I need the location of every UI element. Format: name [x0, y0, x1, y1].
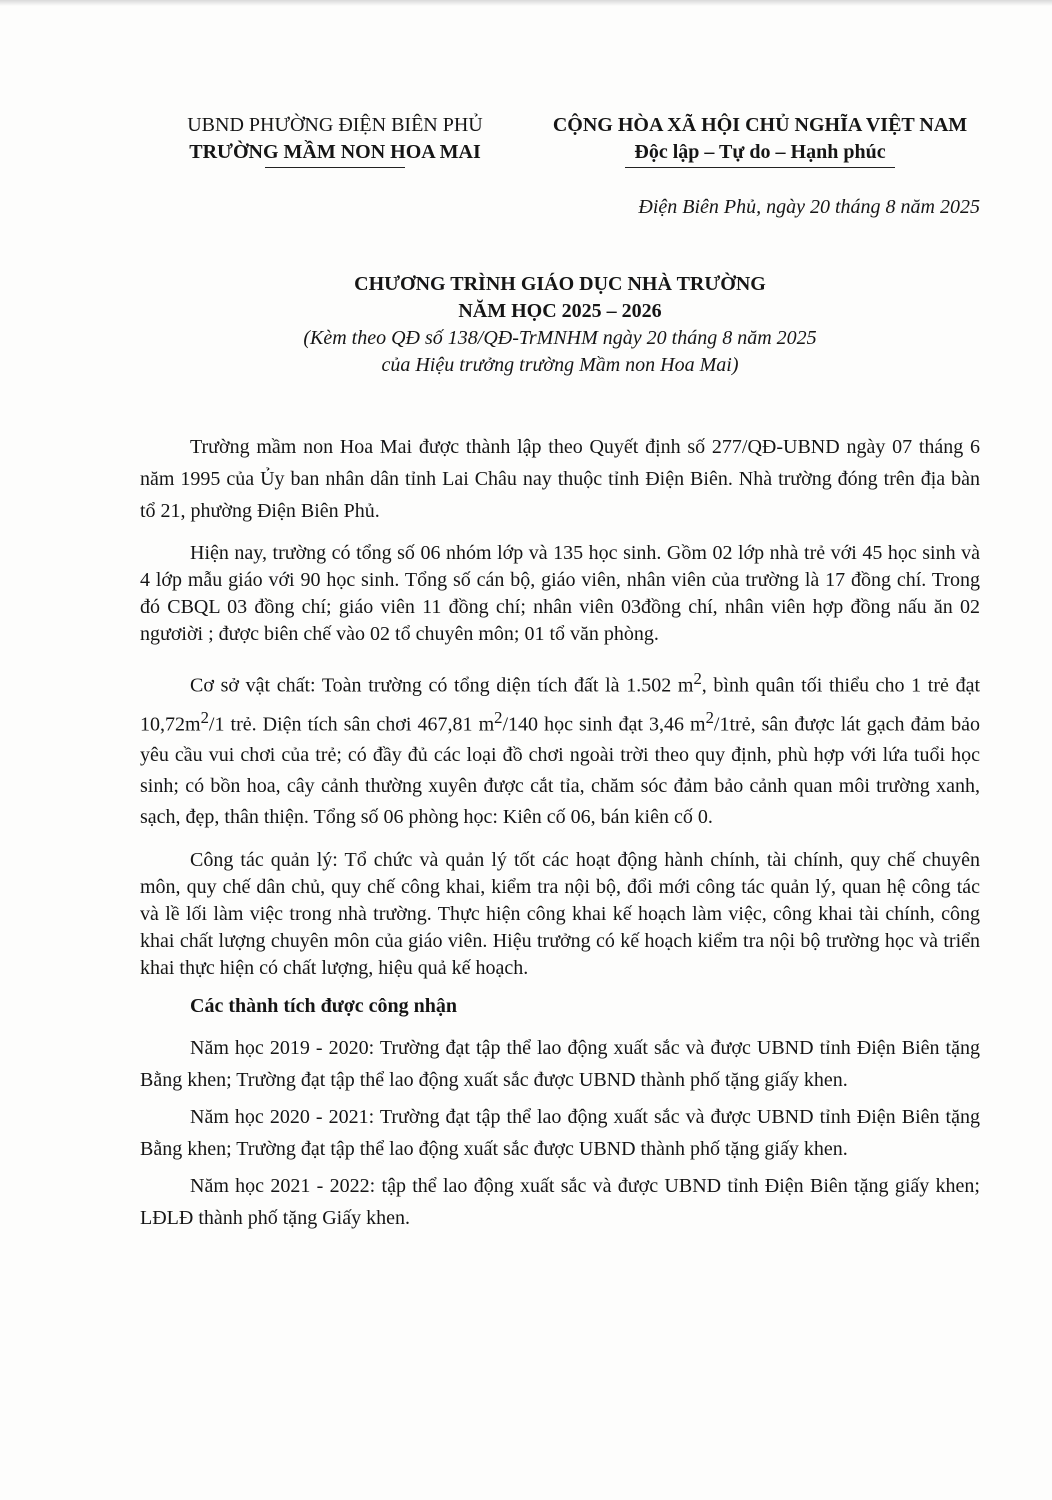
- paragraph-achievement-2019: Năm học 2019 - 2020: Trường đạt tập thể lao động xuất sắc và được UBND tỉnh Điện Biên tặng Bằng khen; Trường đạt tập thể lao động xuất sắc được UBND thành phố tặng giấy khen.: [140, 1037, 980, 1092]
- decision-reference: (Kèm theo QĐ số 138/QĐ-TrMNHM ngày 20 tháng 8 năm 2025: [303, 327, 817, 349]
- facilities-text-b: , bình quân tối thiểu cho 1 trẻ đạt 10,72m: [140, 674, 980, 736]
- motto: Độc lập – Tự do – Hạnh phúc: [634, 141, 886, 163]
- authority-underline: [265, 167, 405, 168]
- superscript-2: 2: [494, 707, 503, 727]
- paragraph-achievement-2021: Năm học 2021 - 2022: tập thể lao động xuất sắc và được UBND tỉnh Điện Biên tặng giấy khen; LĐLĐ thành phố tặng Giấy khen.: [140, 1175, 980, 1230]
- paragraph-facilities: [140, 663, 980, 833]
- paragraph-staffing: Hiện nay, trường có tổng số 06 nhóm lớp và 135 học sinh. Gồm 02 lớp nhà trẻ với 45 học sinh và 4 lớp mẫu giáo với 90 học sinh. Tổng số cán bộ, giáo viên, nhân viên của trường là 17 đồng chí. Trong đó CBQL 03 đồng chí; giáo viên 11 đồng chí; nhân viên 03đồng chí, nhân viên hợp đồng nấu ăn 02 ngươiời ; được biên chế vào 02 tổ chuyên môn; 01 tổ văn phòng.: [140, 542, 980, 645]
- facilities-text-d: /140 học sinh đạt 3,46 m: [502, 713, 706, 736]
- national-motto: [520, 112, 1000, 168]
- superscript-2: 2: [200, 707, 209, 727]
- superscript-2: 2: [705, 707, 714, 727]
- motto-underline: [625, 167, 895, 168]
- paragraph-establishment: Trường mầm non Hoa Mai được thành lập theo Quyết định số 277/QĐ-UBND ngày 07 tháng 6 năm 1995 của Ủy ban nhân dân tỉnh Lai Châu nay thuộc tỉnh Điện Biên. Nhà trường đóng trên địa bàn tổ 21, phường Điện Biên Phủ.: [140, 436, 980, 522]
- facilities-text-c: /1 trẻ. Diện tích sân chơi 467,81 m: [208, 713, 495, 736]
- authority-school: TRƯỜNG MẦM NON HOA MAI: [189, 141, 481, 163]
- document-body: [140, 431, 980, 1234]
- school-year: NĂM HỌC 2025 – 2026: [458, 300, 662, 322]
- facilities-text-e: /1trẻ, sân được lát gạch đảm bảo yêu cầu vui chơi của trẻ; có đầy đủ các loại đồ chơi ngoài trời theo quy định, phù hợp với lứa tuổi học sinh; có bồn hoa, cây cảnh thường xuyên được cắt tỉa, chăm sóc đảm bảo cảnh quan môi trường xanh, sạch, đẹp, thân thiện. Tổng số 06 phòng học: Kiên cố 06, bán kiên cố 0.: [140, 713, 981, 829]
- country-name: CỘNG HÒA XÃ HỘI CHỦ NGHĨA VIỆT NAM: [552, 114, 968, 136]
- place-date: Điện Biên Phủ, ngày 20 tháng 8 năm 2025: [638, 196, 980, 218]
- paragraph-achievement-2020: Năm học 2020 - 2021: Trường đạt tập thể lao động xuất sắc và được UBND tỉnh Điện Biên tặng Bằng khen; Trường đạt tập thể lao động xuất sắc được UBND thành phố tặng giấy khen.: [140, 1106, 980, 1161]
- document-title-block: [140, 271, 980, 379]
- decision-issuer: của Hiệu trưởng trường Mầm non Hoa Mai): [381, 354, 739, 376]
- authority-parent: UBND PHƯỜNG ĐIỆN BIÊN PHỦ: [187, 114, 483, 136]
- issuing-authority: [150, 112, 520, 168]
- facilities-text-a: Cơ sở vật chất: Toàn trường có tổng diện tích đất là 1.502 m: [190, 674, 694, 697]
- document-title: CHƯƠNG TRÌNH GIÁO DỤC NHÀ TRƯỜNG: [354, 273, 766, 295]
- scan-edge-shadow: [0, 0, 1052, 6]
- superscript-2: 2: [693, 669, 702, 688]
- section-heading-achievements: Các thành tích được công nhận: [190, 995, 458, 1018]
- paragraph-management: Công tác quản lý: Tổ chức và quản lý tốt các hoạt động hành chính, tài chính, quy chế chuyên môn, quy chế dân chủ, quy chế công khai, kiểm tra nội bộ, đổi mới công tác quản lý, quan hệ công tác và lề lối làm việc trong nhà trường. Thực hiện công khai kế hoạch làm việc, công khai tài chính, công khai chất lượng chuyên môn của giáo viên. Hiệu trưởng có kế hoạch kiểm tra nội bộ trường học và triển khai thực hiện có chất lượng, hiệu quả kế hoạch.: [140, 849, 980, 980]
